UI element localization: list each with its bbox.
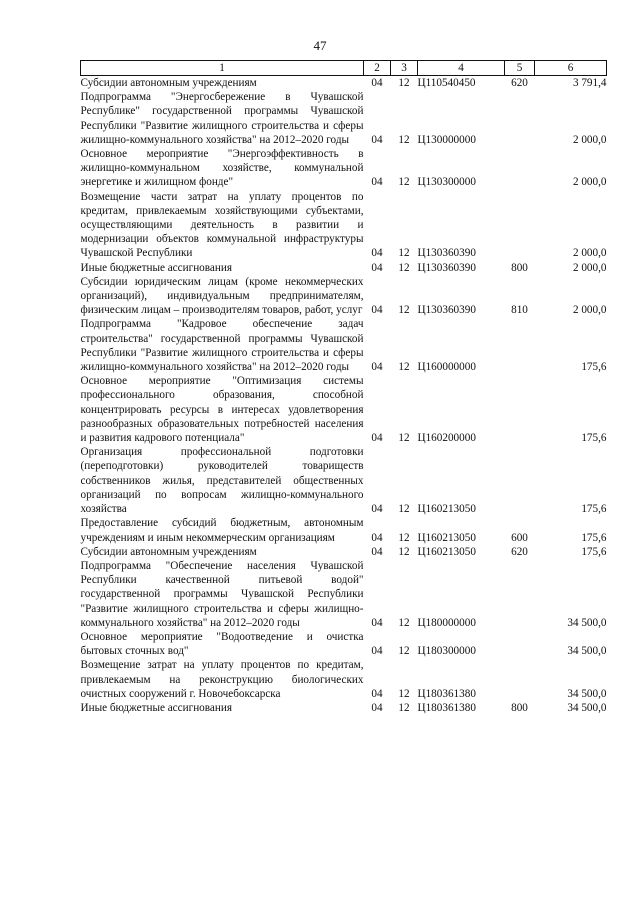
row-section: 04 xyxy=(371,432,383,445)
row-subsection: 12 xyxy=(398,531,410,544)
table-row xyxy=(81,190,607,261)
row-amount: 175,6 xyxy=(581,361,607,374)
row-target-article: Ц180000000 xyxy=(417,616,476,629)
row-amount: 175,6 xyxy=(581,531,607,544)
table-row xyxy=(81,76,607,91)
row-target-article: Ц130300000 xyxy=(417,176,476,189)
row-name: Основное мероприятие "Энергоэффективность в жилищно-коммунальном хозяйстве, коммунальной энергетике и жилищном фонде" xyxy=(80,148,364,189)
table-row xyxy=(81,630,607,658)
row-name: Подпрограмма "Обеспечение населения Чувашской Республики качественной питьевой водой" государственной программы Чувашской Республики "Развитие жилищного строительства и сферы жилищно-коммунального хозяйства" на 2012–2020 годы xyxy=(80,559,364,629)
row-expense-type xyxy=(505,559,535,630)
row-expense-type xyxy=(505,90,535,147)
row-amount: 34 500,0 xyxy=(567,701,607,714)
table-row xyxy=(81,261,607,275)
row-amount: 34 500,0 xyxy=(567,645,607,658)
table-row xyxy=(81,516,607,544)
row-name: Основное мероприятие "Водоотведение и очистка бытовых сточных вод" xyxy=(80,630,364,658)
table-row xyxy=(81,445,607,516)
row-subsection: 12 xyxy=(398,645,410,658)
row-section: 04 xyxy=(371,701,383,714)
row-subsection: 12 xyxy=(398,133,410,146)
row-target-article: Ц130360390 xyxy=(417,247,476,260)
row-subsection: 12 xyxy=(398,176,410,189)
row-subsection: 12 xyxy=(398,687,410,700)
header-col-6: 6 xyxy=(535,61,607,76)
header-col-5: 5 xyxy=(505,61,535,76)
row-name: Предоставление субсидий бюджетным, автономным учреждениям и иным некоммерческим организациям xyxy=(80,517,364,544)
header-col-4: 4 xyxy=(418,61,505,76)
row-expense-type: 800 xyxy=(511,261,528,274)
row-section: 04 xyxy=(371,261,383,274)
row-section: 04 xyxy=(371,687,383,700)
row-expense-type: 620 xyxy=(511,77,528,89)
row-subsection: 12 xyxy=(398,361,410,374)
row-subsection: 12 xyxy=(398,261,410,274)
table-row xyxy=(81,658,607,701)
header-col-2: 2 xyxy=(364,61,391,76)
row-subsection: 12 xyxy=(398,616,410,629)
row-section: 04 xyxy=(371,616,383,629)
row-expense-type xyxy=(505,147,535,190)
row-subsection: 12 xyxy=(398,545,410,558)
row-target-article: Ц180361380 xyxy=(417,701,476,714)
row-subsection: 12 xyxy=(398,503,410,516)
row-name: Возмещение части затрат на уплату процентов по кредитам, привлекаемым хозяйствующими субъектами, осуществляющими деятельность в развитии и модернизации объектов коммунальной инфраструктуры Чувашской Республики xyxy=(80,190,364,260)
table-row xyxy=(81,559,607,630)
row-subsection: 12 xyxy=(398,304,410,317)
row-target-article: Ц160200000 xyxy=(417,432,476,445)
row-name: Подпрограмма "Кадровое обеспечение задач строительства" государственной программы Чувашской Республики "Развитие жилищного строительства и сферы жилищно-коммунального хозяйства" на 2012–2020 годы xyxy=(80,318,364,374)
row-name: Иные бюджетные ассигнования xyxy=(80,261,232,274)
row-target-article: Ц160000000 xyxy=(417,361,476,374)
table-row xyxy=(81,545,607,559)
row-expense-type xyxy=(505,445,535,516)
row-name: Организация профессиональной подготовки (переподготовки) руководителей товариществ собственников жилья, представителей общественных организаций по вопросам жилищно-коммунального хозяйства xyxy=(80,446,364,516)
row-target-article: Ц160213050 xyxy=(417,503,476,516)
row-subsection: 12 xyxy=(398,77,410,89)
row-target-article: Ц110540450 xyxy=(417,77,476,89)
row-target-article: Ц130360390 xyxy=(417,304,476,317)
row-name: Основное мероприятие "Оптимизация системы профессионального образования, способной концентрировать ресурсы в интересах удовлетворения разнообразных образовательных потребностей населения и развития кадрового потенциала" xyxy=(80,375,364,445)
table-row xyxy=(81,147,607,190)
row-section: 04 xyxy=(371,304,383,317)
row-amount: 2 000,0 xyxy=(572,304,607,317)
row-amount: 175,6 xyxy=(581,545,607,558)
row-subsection: 12 xyxy=(398,701,410,714)
budget-table xyxy=(80,60,607,715)
row-target-article: Ц160213050 xyxy=(417,531,476,544)
row-section: 04 xyxy=(371,645,383,658)
table-body xyxy=(81,76,607,716)
row-name: Субсидии юридическим лицам (кроме некоммерческих организаций), индивидуальным предпринимателям, физическим лицам – производителям товаров, работ, услуг xyxy=(80,275,364,317)
row-amount: 175,6 xyxy=(581,503,607,516)
row-subsection: 12 xyxy=(398,432,410,445)
row-section: 04 xyxy=(371,503,383,516)
row-section: 04 xyxy=(371,176,383,189)
row-expense-type: 620 xyxy=(511,545,528,558)
page-number: 47 xyxy=(313,38,327,53)
header-col-1: 1 xyxy=(81,61,364,76)
row-expense-type: 800 xyxy=(511,701,528,714)
row-section: 04 xyxy=(371,531,383,544)
row-amount: 2 000,0 xyxy=(572,176,607,189)
row-section: 04 xyxy=(371,247,383,260)
row-section: 04 xyxy=(371,133,383,146)
row-amount: 175,6 xyxy=(581,432,607,445)
row-name: Субсидии автономным учреждениям xyxy=(80,545,257,558)
row-target-article: Ц130360390 xyxy=(417,261,476,274)
row-section: 04 xyxy=(371,77,383,89)
row-target-article: Ц130000000 xyxy=(417,133,476,146)
row-name: Возмещение затрат на уплату процентов по кредитам, привлекаемым на реконструкцию биологических очистных сооружений г. Новочебоксарска xyxy=(80,659,364,700)
row-expense-type: 810 xyxy=(511,304,528,317)
row-expense-type xyxy=(505,630,535,658)
row-amount: 2 000,0 xyxy=(572,261,607,274)
row-expense-type xyxy=(505,374,535,445)
row-expense-type xyxy=(505,658,535,701)
row-amount: 34 500,0 xyxy=(567,687,607,700)
row-section: 04 xyxy=(371,361,383,374)
row-amount: 2 000,0 xyxy=(572,133,607,146)
table-row xyxy=(81,317,607,374)
row-amount: 34 500,0 xyxy=(567,616,607,629)
row-amount: 2 000,0 xyxy=(572,247,607,260)
table-row xyxy=(81,90,607,147)
row-expense-type xyxy=(505,317,535,374)
row-expense-type xyxy=(505,190,535,261)
row-subsection: 12 xyxy=(398,247,410,260)
row-name: Иные бюджетные ассигнования xyxy=(80,701,232,714)
row-section: 04 xyxy=(371,545,383,558)
table-row xyxy=(81,701,607,715)
table-header-row xyxy=(81,61,607,76)
row-name: Подпрограмма "Энергосбережение в Чувашской Республике" государственной программы Чувашской Республики "Развитие жилищного строительства и сферы жилищно-коммунального хозяйства" на 2012–2020 годы xyxy=(80,91,364,146)
row-expense-type: 600 xyxy=(511,531,528,544)
row-name: Субсидии автономным учреждениям xyxy=(80,77,257,89)
row-target-article: Ц180361380 xyxy=(417,687,476,700)
row-target-article: Ц180300000 xyxy=(417,645,476,658)
table-row xyxy=(81,275,607,318)
row-amount: 3 791,4 xyxy=(572,77,607,89)
header-col-3: 3 xyxy=(391,61,418,76)
table-row xyxy=(81,374,607,445)
row-target-article: Ц160213050 xyxy=(417,545,476,558)
